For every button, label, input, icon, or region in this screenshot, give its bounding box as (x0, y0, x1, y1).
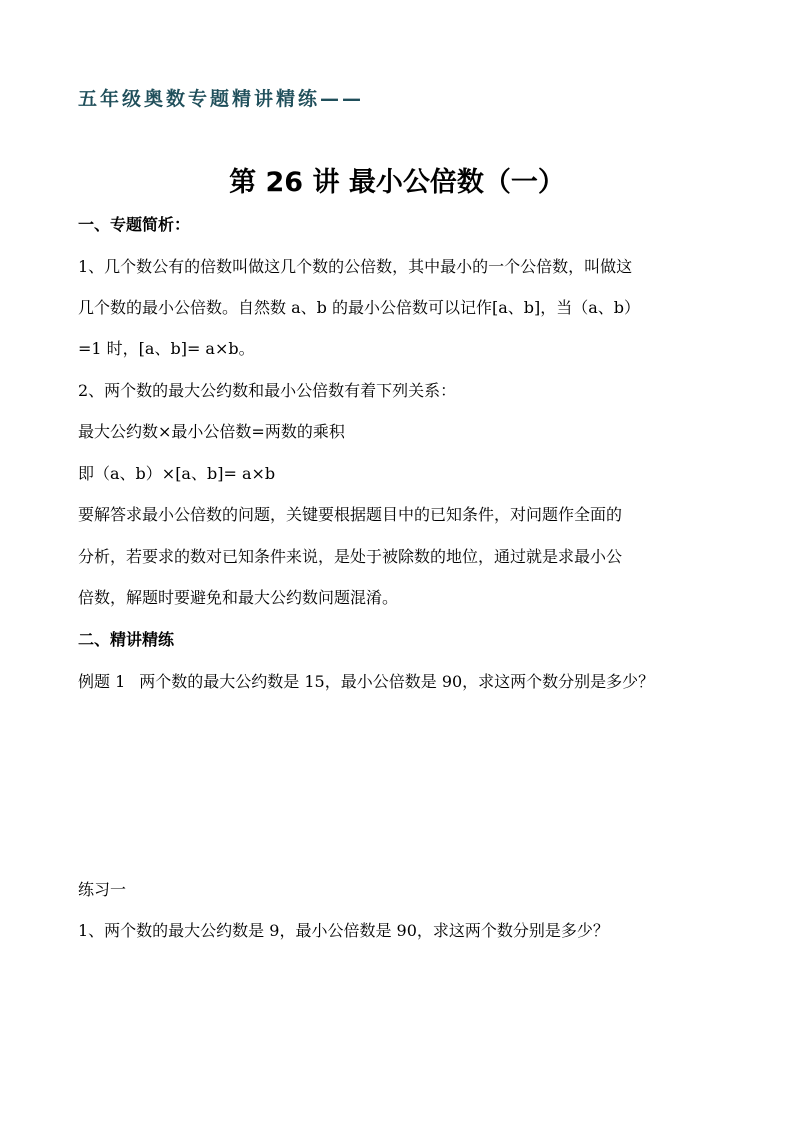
formula-line: 最大公约数×最小公倍数=两数的乘积 (78, 422, 345, 441)
paragraph-line: 要解答求最小公倍数的问题，关键要根据题目中的已知条件，对问题作全面的 (78, 505, 623, 524)
section-heading-analysis: 一、专题简析： (78, 215, 191, 234)
example-1-label: 例题 1 (78, 672, 126, 691)
paragraph-line: 倍数，解题时要避免和最大公约数问题混淆。 (78, 588, 399, 607)
example-1-text: 两个数的最大公约数是 15，最小公倍数是 90，求这两个数分别是多少？ (139, 672, 655, 691)
section-heading-practice: 二、精讲精练 (78, 630, 175, 649)
example-1 (78, 669, 654, 692)
practice-1-label: 练习一 (78, 880, 127, 899)
series-title: 五年级奥数专题精讲精练—— (78, 88, 365, 110)
lecture-title: 第 26 讲 最小公倍数（一） (229, 167, 565, 198)
paragraph-line: 2、两个数的最大公约数和最小公倍数有着下列关系： (78, 381, 457, 400)
formula-line: 即（a、b）×[a、b]= a×b (78, 464, 276, 483)
practice-1-item-1: 1、两个数的最大公约数是 9，最小公倍数是 90，求这两个数分别是多少？ (78, 921, 609, 940)
paragraph-line: =1 时，[a、b]= a×b。 (78, 339, 255, 358)
paragraph-line: 分析，若要求的数对已知条件来说，是处于被除数的地位，通过就是求最小公 (78, 547, 623, 566)
paragraph-line: 1、几个数公有的倍数叫做这几个数的公倍数，其中最小的一个公倍数，叫做这 (78, 257, 633, 276)
paragraph-line: 几个数的最小公倍数。自然数 a、b 的最小公倍数可以记作[a、b]，当（a、b） (78, 298, 641, 317)
